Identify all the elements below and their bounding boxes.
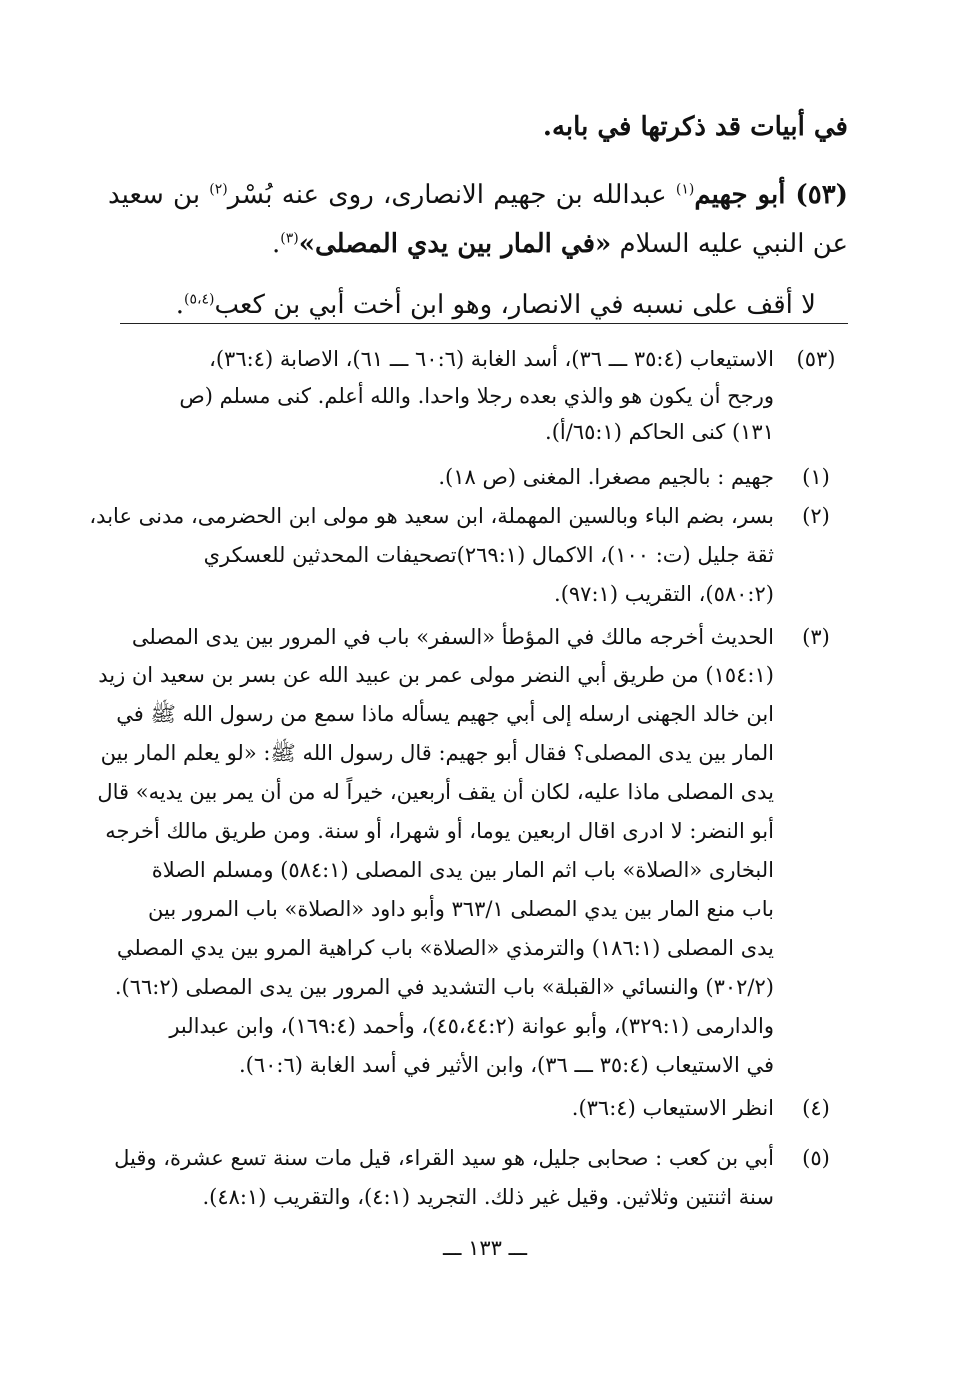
entry-text: . [271, 229, 281, 259]
footnote-number: (١) [802, 465, 830, 489]
footnote-line: جهيم : بالجيم مصغرا. المغنى (ص ١٨). [438, 465, 774, 489]
footnote-number: (٢) [802, 504, 830, 528]
footnote-line: المار بين يدى المصلى؟ فقال أبو جهيم: قال رسول الله ﷺ: «لو يعلم المار بين [100, 741, 774, 765]
footnote-line: يدى المصلى ماذا عليه، لكان أن يقف أربعين، خيراً له من أن يمر بين يديه» قال [97, 780, 774, 804]
entry-text: عبدالله بن جهيم الانصارى، روى عنه بُسْر [227, 180, 676, 210]
footnote-line: والدارمى (٣٢٩:١)، وأبو عوانة (٤٥،٤٤:٢)، وأحمد (١٦٩:٤)، وابن عبدالبر [169, 1014, 774, 1038]
footnote-ref: (٢) [209, 181, 228, 198]
footnote-ref: (٣) [280, 230, 299, 247]
footnote-line: في الاستيعاب (٣٥:٤ ـــ ٣٦)، وابن الأثير في أسد الغابة (٦٠:٦). [238, 1053, 774, 1077]
footnote-line: سنة اثنتين وثلاثين. وقيل غير ذلك. التجريد (٤:١)، والتقريب (٤٨:١). [202, 1185, 774, 1209]
footnote-number: (٥) [802, 1146, 830, 1170]
footnote-line: الحديث أخرجه مالك في المؤطأ «السفر» باب في المرور بين يدى المصلى [131, 625, 774, 649]
entry-number-and-name: (٥٣) أبو جهيم [694, 180, 848, 210]
footnote-line: بسر، بضم الباء وبالسين المهملة، ابن سعيد هو مولى ابن الحضرمى، مدنى عابد، [89, 504, 774, 528]
footnote-ref: (١) [675, 181, 695, 198]
footnote-line: يدى المصلى (١٨٦:١) والترمذي «الصلاة» باب كراهية المرو بين يدي المصلي [116, 936, 774, 960]
page-number: ـــ ١٣٣ ـــ [442, 1236, 528, 1260]
footnote-line: باب منع المار بين يدي المصلى ٣٦٣/١ وأبو داود «الصلاة» باب المرور بين [148, 897, 774, 921]
footnote-ref: (٥،٤) [183, 291, 215, 308]
entry-53-line-2 [272, 224, 848, 264]
footnote-line: (٣٠٢/٢) والنسائي «القبلة» باب التشديد في المرور بين يدى المصلى (٦٦:٢). [114, 975, 774, 999]
entry-text: . [175, 290, 184, 320]
footnote-line: ورجح أن يكون هو والذي بعده رجلا واحدا. والله أعلم. كنى مسلم (ص [179, 384, 774, 408]
footnote-line: ١٣١) كنى الحاكم (٦٥:١/أ). [545, 420, 774, 444]
footnote-line: البخارى «الصلاة» باب اثم المار بين يدى المصلى (٥٨٤:١) ومسلم الصلاة [151, 858, 774, 882]
main-text-line-1: في أبيات قد ذكرتها في بابه. [542, 112, 848, 142]
entry-53-line-3 [176, 285, 816, 325]
footnote-line: ابن خالد الجهنى ارسله إلى أبي جهيم يسأله ماذا سمع من رسول الله ﷺ في [116, 702, 774, 726]
footnote-number: (٥٣) [796, 347, 836, 371]
entry-text: عن النبي عليه السلام [611, 229, 848, 259]
entry-53-line-1 [108, 175, 848, 215]
footnote-line: ثقة جليل (ت: ١٠٠)، الاكمال (٢٦٩:١)تصحيفات المحدثين للعسكري [203, 543, 774, 567]
entry-text: لا أقف على نسبه في الانصار، وهو ابن أخت أبي بن كعب [214, 290, 816, 320]
footnote-separator [120, 323, 848, 324]
footnote-line: الاستيعاب (٣٥:٤ ـــ ٣٦)، أسد الغابة (٦٠:٦ ـــ ٦١)، الاصابة (٣٦:٤)، [209, 347, 774, 371]
footnote-line: أبي بن كعب : صحابى جليل، هو سيد القراء، قيل مات سنة تسع عشرة، وقيل [114, 1146, 774, 1170]
footnote-number: (٣) [802, 625, 830, 649]
footnote-line: انظر الاستيعاب (٣٦:٤). [571, 1096, 774, 1120]
footnote-line: (١٥٤:١) من طريق أبي النضر مولى عمر بن عبيد الله عن بسر بن سعيد ان زيد [98, 663, 774, 687]
entry-text: بن سعيد [108, 180, 210, 210]
footnote-line: أبو النضر: لا ادرى اقال اربعين يوما، أو شهرا، أو سنة. ومن طريق مالك أخرجه [105, 819, 774, 843]
entry-bold-phrase: «في المار بين يدي المصلى» [298, 229, 612, 259]
footnote-number: (٤) [802, 1096, 830, 1120]
footnote-line: (٥٨٠:٢)، التقريب (٩٧:١). [554, 582, 774, 606]
